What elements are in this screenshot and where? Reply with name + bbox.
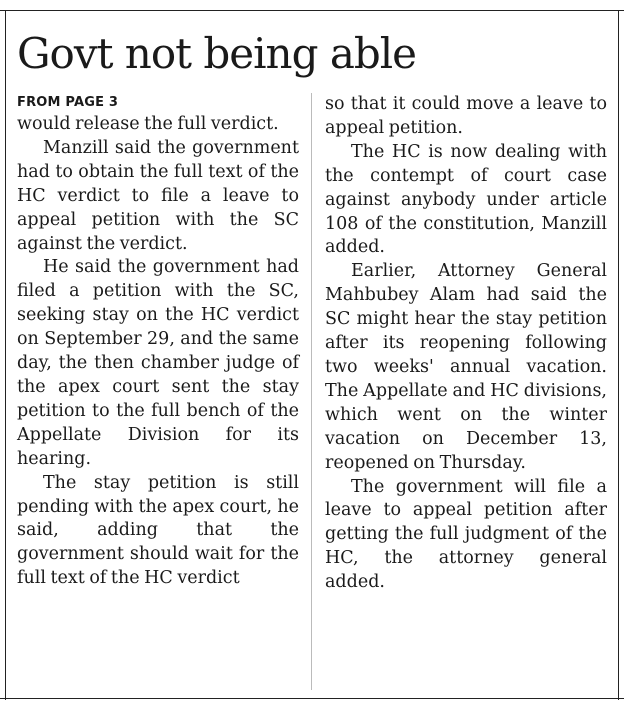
top-rule	[0, 10, 624, 11]
paragraph: Manzill said the government had to obtain the full text of the HC verdict to file a leave to appeal petition with the SC against the verdict.	[17, 137, 299, 254]
column-right	[325, 93, 607, 595]
right-rule	[618, 10, 619, 700]
paragraph: The HC is now dealing with the contempt of court case against anybody under article 108 of the constitution, Manzill added.	[325, 141, 607, 258]
column-divider	[311, 93, 312, 690]
left-rule	[5, 10, 6, 700]
paragraph: so that it could move a leave to appeal petition.	[325, 94, 607, 138]
paragraph: He said the government had filed a petition with the SC, seeking stay on the HC verdict on September 29, and the same day, the then chamber judge of the apex court sent the stay petition to the full bench of the Appellate Division for its hearing.	[17, 257, 299, 469]
paragraph: The stay petition is still pending with the apex court, he said, adding that the government should wait for the full text of the HC verdict	[17, 472, 299, 589]
bottom-rule	[0, 698, 624, 699]
jumpline: FROM PAGE 3	[17, 95, 119, 110]
paragraph: The government will file a leave to appeal petition after getting the full judgment of the HC, the attorney general added.	[325, 476, 607, 593]
column-left	[17, 93, 299, 591]
paragraph: Earlier, Attorney General Mahbubey Alam had said the SC might hear the stay petition after its reopening following two weeks' annual vacation. The Appellate and HC divisions, which went on the winter vacation on December 13, reopened on Thursday.	[325, 261, 607, 473]
paragraph: would release the full verdict.	[17, 114, 279, 134]
headline: Govt not being able	[17, 29, 417, 78]
